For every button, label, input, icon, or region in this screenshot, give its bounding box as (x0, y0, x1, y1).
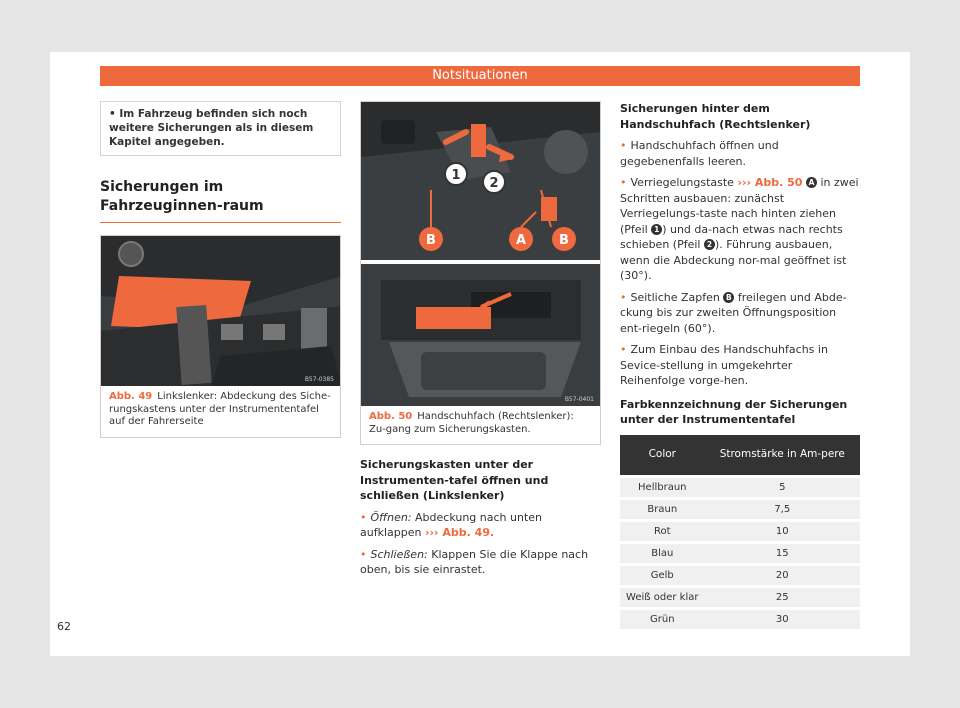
right-heading: Sicherungen hinter dem Handschuhfach (Rechtslenker) (620, 102, 811, 131)
table-row: Rot 10 (620, 522, 860, 541)
callout-2-badge: 2 (704, 239, 715, 250)
callout-b-left: B (426, 233, 436, 248)
left-column (100, 101, 341, 438)
bullet-open: • Öffnen: Abdeckung nach unten aufklappen ››› Abb. 49. (360, 510, 542, 539)
footwell-illustration (101, 236, 340, 386)
bullet-3: • Seitliche Zapfen B freilegen und Abde-ckung bis zur zweiten Öffnungsposition ent-riegeln (60°). (620, 290, 847, 335)
table-row: Braun 7,5 (620, 500, 860, 519)
abb50-ref-link[interactable]: ››› Abb. 50 (737, 176, 803, 189)
callout-b-right: B (559, 233, 569, 248)
close-term: Schließen: (370, 547, 428, 561)
callout-b-badge: B (723, 292, 734, 303)
open-text: Abdeckung nach unten aufklappen (360, 510, 542, 539)
right-column (620, 101, 860, 632)
bullet-2: • Verriegelungstaste ››› Abb. 50 A in zwei Schritten ausbauen: zunächst Verriegelungs-taste nach hinten ziehen (Pfeil 1 ) und da-nach etwas nach rechts schieben (Pfeil 2 ). Führung ausbauen, wenn die Abdeckung nor-mal geöffnet ist (30°). (620, 176, 859, 282)
callout-1: 1 (451, 168, 461, 183)
open-ref-link[interactable]: ››› Abb. 49. (424, 526, 495, 539)
figure-49-caption (101, 386, 340, 437)
table-title: Farbkennzeichnung der Sicherungen unter der Instrumententafel (620, 397, 848, 426)
table-header-row (620, 435, 860, 475)
bullet-close: • Schließen: Klappen Sie die Klappe nach oben, bis sie einrastet. (360, 547, 589, 576)
callout-a-badge: A (806, 177, 817, 188)
figure-50 (360, 101, 601, 445)
figure-50-caption (361, 406, 600, 444)
page-number: 62 (57, 620, 71, 633)
note-box (100, 101, 341, 156)
table-row: Weiß oder klar 25 (620, 588, 860, 607)
callout-2: 2 (489, 176, 499, 191)
table-row: Blau 15 (620, 544, 860, 563)
close-text: Klappen Sie die Klappe nach oben, bis sie einrastet. (360, 547, 589, 576)
callout-a: A (515, 233, 527, 248)
middle-heading: Sicherungskasten unter der Instrumenten-tafel öffnen und schließen (Linkslenker) (360, 458, 549, 502)
chapter-header: Notsituationen (100, 66, 860, 86)
middle-column (360, 101, 601, 578)
table-header-color: Color (620, 435, 705, 475)
figure-49-image (101, 236, 340, 386)
note-bullet: • (109, 108, 116, 120)
figure-50-label: Abb. 50 (369, 411, 413, 422)
callout-1-badge: 1 (651, 224, 662, 235)
fuse-color-table (620, 432, 860, 632)
bullet-1: • Handschuhfach öffnen und gegebenenfalls leeren. (620, 139, 779, 168)
figure-50-image (361, 102, 600, 406)
glovebox-illustration (361, 102, 600, 406)
figure-49 (100, 235, 341, 438)
figure-50-caption-text: Handschuhfach (Rechtslenker): Zu-gang zum Sicherungskasten. (369, 411, 574, 435)
figure-49-label: Abb. 49 (109, 391, 153, 402)
section-title: Sicherungen im Fahrzeuginnen-raum (100, 178, 341, 223)
open-term: Öffnen: (370, 510, 412, 524)
table-row: Grün 30 (620, 610, 860, 629)
figure-49-caption-text: Linkslenker: Abdeckung des Siche-rungskastens unter der Instrumententafel auf der Fahrerseite (109, 391, 331, 427)
table-row: Gelb 20 (620, 566, 860, 585)
note-text: Im Fahrzeug befinden sich noch weitere Sicherungen als in diesem Kapitel angegeben. (109, 108, 314, 148)
bullet-4: • Zum Einbau des Handschuhfachs in Sevice-stellung in umgekehrter Reihenfolge vorge-hen. (620, 343, 828, 387)
table-row: Hellbraun 5 (620, 478, 860, 497)
figure-49-code: B57-0385 (304, 376, 334, 383)
table-header-ampere: Stromstärke in Am-pere (705, 435, 860, 475)
figure-50-code: B57-0401 (564, 396, 594, 403)
